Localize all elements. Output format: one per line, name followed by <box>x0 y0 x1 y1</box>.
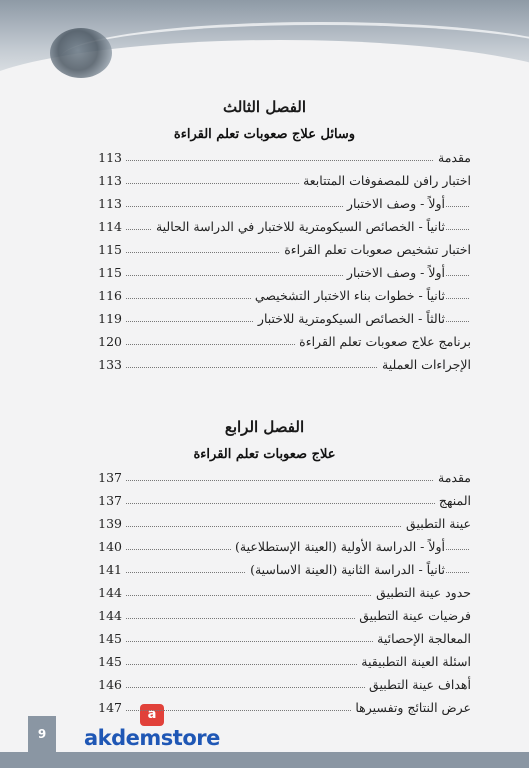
chapter-title: الفصل الرابع <box>224 418 305 436</box>
toc-entry-page: 139 <box>98 516 122 531</box>
toc-entry-label: ثانياً - الخصائص السيكومترية للاختبار في الدراسة الحالية <box>152 215 445 238</box>
toc-entry-label: المعالجة الإحصائية <box>373 627 471 650</box>
toc-entry-page: 115 <box>98 265 122 280</box>
toc-entry <box>0 673 529 696</box>
toc-entry-page: 113 <box>98 173 122 188</box>
toc-entries <box>0 146 529 376</box>
header-photo <box>50 28 112 78</box>
toc-entry <box>0 215 529 238</box>
toc-entry-page: 116 <box>98 288 122 303</box>
toc-entry <box>0 627 529 650</box>
chapter-gap <box>0 376 529 416</box>
toc-entry <box>0 535 529 558</box>
toc-entry <box>0 558 529 581</box>
toc-entry-page: 144 <box>98 585 122 600</box>
toc-entry <box>0 330 529 353</box>
toc-entry <box>0 261 529 284</box>
toc-entry <box>0 581 529 604</box>
toc-entry-label: ثالثاً - الخصائص السيكومترية للاختبار <box>254 307 445 330</box>
toc-entry-label: ثانياً - الدراسة الثانية (العينة الاساسية) <box>246 558 445 581</box>
toc-entry <box>0 512 529 535</box>
toc-entry-label: اختبار تشخيص صعوبات تعلم القراءة <box>280 238 471 261</box>
watermark-text: akdemstore <box>84 726 220 750</box>
toc-entry <box>0 650 529 673</box>
toc-entry-page: 120 <box>98 334 122 349</box>
toc-entry-label: مقدمة <box>434 466 471 489</box>
toc-entry <box>0 353 529 376</box>
toc-entry <box>0 169 529 192</box>
toc-entry-label: أولاً - الدراسة الأولية (العينة الإستطلاعية) <box>231 535 445 558</box>
toc-entry-page: 133 <box>98 357 122 372</box>
toc-entry-page: 145 <box>98 631 122 646</box>
chapter-3-section <box>0 96 529 376</box>
toc-entry-label: عينة التطبيق <box>402 512 471 535</box>
toc-entry-page: 115 <box>98 242 122 257</box>
toc-entry-page: 147 <box>98 700 122 715</box>
toc-entry-page: 113 <box>98 196 122 211</box>
toc-entry-label: أولاً - وصف الاختبار <box>343 192 445 215</box>
toc-entry <box>0 307 529 330</box>
watermark-logo-icon: a <box>140 704 164 726</box>
footer-bar <box>0 752 529 768</box>
chapter-subtitle: وسائل علاج صعوبات تعلم القراءة <box>173 127 356 142</box>
page-number: 9 <box>28 716 56 752</box>
toc-entry <box>0 489 529 512</box>
toc-entry-label: المنهج <box>435 489 471 512</box>
toc-entry <box>0 466 529 489</box>
toc-entry-page: 144 <box>98 608 122 623</box>
toc-entry-label: مقدمة <box>434 146 471 169</box>
toc-entry-page: 137 <box>98 493 122 508</box>
toc-leader-dots <box>126 503 469 504</box>
toc-entry-label: أولاً - وصف الاختبار <box>343 261 445 284</box>
toc-entry <box>0 604 529 627</box>
toc-entry <box>0 696 529 719</box>
toc-entry <box>0 192 529 215</box>
chapter-title: الفصل الثالث <box>222 98 307 116</box>
toc-entry-label: ثانياً - خطوات بناء الاختبار التشخيصي <box>251 284 445 307</box>
table-of-contents <box>0 96 529 719</box>
toc-entries <box>0 466 529 719</box>
toc-entry <box>0 238 529 261</box>
toc-entry-label: اختبار رافن للمصفوفات المتتابعة <box>299 169 471 192</box>
toc-entry-page: 141 <box>98 562 122 577</box>
toc-entry-label: فرضيات عينة التطبيق <box>355 604 471 627</box>
toc-entry-label: عرض النتائج وتفسيرها <box>351 696 471 719</box>
toc-entry-page: 113 <box>98 150 122 165</box>
toc-entry-label: الإجراءات العملية <box>378 353 471 376</box>
toc-entry-label: برنامج علاج صعوبات تعلم القراءة <box>295 330 471 353</box>
toc-entry-page: 140 <box>98 539 122 554</box>
toc-entry-page: 146 <box>98 677 122 692</box>
toc-entry <box>0 284 529 307</box>
toc-entry-label: حدود عينة التطبيق <box>372 581 471 604</box>
toc-leader-dots <box>126 160 469 161</box>
toc-entry-page: 145 <box>98 654 122 669</box>
toc-entry-page: 114 <box>98 219 122 234</box>
toc-entry <box>0 146 529 169</box>
toc-leader-dots <box>126 480 469 481</box>
toc-entry-label: أهداف عينة التطبيق <box>365 673 471 696</box>
toc-entry-label: اسئلة العينة التطبيقية <box>357 650 471 673</box>
chapter-4-section <box>0 416 529 719</box>
toc-entry-page: 119 <box>98 311 122 326</box>
toc-entry-page: 137 <box>98 470 122 485</box>
chapter-subtitle: علاج صعوبات تعلم القراءة <box>193 447 336 462</box>
header-band <box>0 0 529 92</box>
